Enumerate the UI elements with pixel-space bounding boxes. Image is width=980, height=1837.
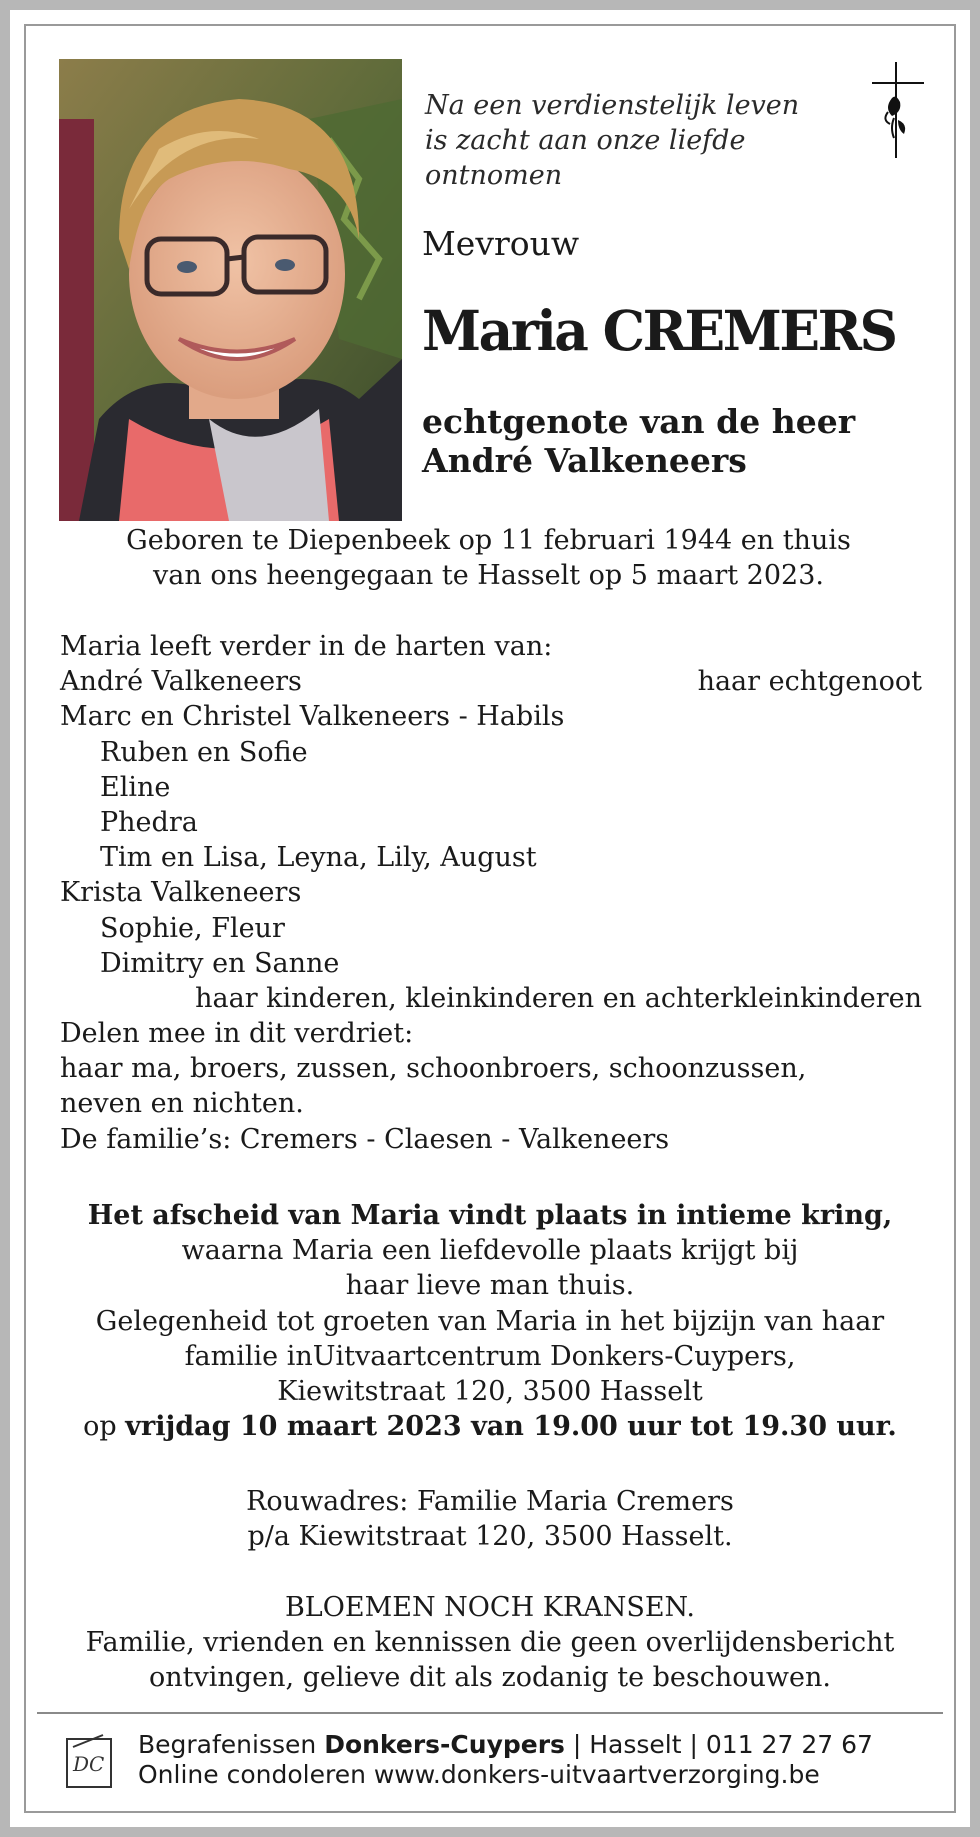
husband-name: André Valkeneers [60,666,302,698]
spouse-line: echtgenote van de heer [422,402,856,441]
share-line: haar ma, broers, zussen, schoonbroers, schoonzussen, [60,1053,807,1085]
farewell-line: Kiewitstraat 120, 3500 Hasselt [277,1376,703,1408]
footer-city: | Hasselt | [572,1730,698,1759]
farewell-date-line [40,1409,940,1444]
mourning-address [40,1484,940,1554]
flowers-notice [40,1590,940,1696]
farewell-line: waarna Maria een liefdevolle plaats krijgt bij [181,1235,799,1267]
family-member: Tim en Lisa, Leyna, Lily, August [100,842,537,874]
footer [138,1730,873,1790]
donkers-cuypers-logo [63,1733,117,1791]
farewell-line: familie inUitvaartcentrum Donkers-Cuypers, [184,1340,796,1372]
family-member: Krista Valkeneers [60,877,302,909]
farewell-date-prefix: op [83,1411,117,1443]
born-line: Geboren te Diepenbeek op 11 februari 1944 en thuis [126,525,851,556]
family-member: Ruben en Sofie [100,736,308,768]
farewell-line: Het afscheid van Maria vindt plaats in intieme kring, [87,1200,893,1231]
quote-line: ontnomen [425,160,563,191]
families-line: De familie’s: Cremers - Claesen - Valkeneers [60,1123,670,1155]
family-member: Marc en Christel Valkeneers - Habils [60,701,565,733]
share-line: neven en nichten. [60,1088,304,1120]
svg-text:DC: DC [73,1752,105,1776]
farewell-line: Gelegenheid tot groeten van Maria in het bijzijn van haar [95,1305,885,1337]
children-role: haar kinderen, kleinkinderen en achterkleinkinderen [195,982,922,1014]
husband-role: haar echtgenoot [697,666,922,698]
flowers-line: ontvingen, gelieve dit als zodanig te beschouwen. [149,1662,831,1694]
quote-line: Na een verdienstelijk leven [425,90,800,121]
family-member: Eline [100,771,171,803]
family-member: Sophie, Fleur [100,912,285,944]
footer-phone[interactable]: 011 27 27 67 [705,1730,873,1759]
family-member: Dimitry en Sanne [100,947,340,979]
cross-with-rose-icon [868,60,928,160]
spouse-info [422,402,855,480]
footer-contact [138,1730,873,1760]
footer-online[interactable]: Online condoleren www.donkers-uitvaartverzorging.be [138,1760,820,1789]
birth-death-info [60,523,917,593]
farewell-info [40,1198,940,1444]
farewell-line: haar lieve man thuis. [345,1270,635,1302]
honorific: Mevrouw [422,224,580,263]
farewell-date: vrijdag 10 maart 2023 van 19.00 uur tot 19.30 uur. [125,1411,897,1443]
quote-line: is zacht aan onze liefde [425,125,746,156]
deceased-name: Maria CREMERS [422,298,896,363]
flowers-line: Familie, vrienden en kennissen die geen overlijdensbericht [85,1627,895,1659]
family-list [60,629,922,1157]
address-line: Rouwadres: Familie Maria Cremers [246,1486,734,1517]
family-member: Phedra [100,806,198,838]
portrait-photo [59,59,402,521]
family-intro: Maria leeft verder in de harten van: [60,631,553,662]
footer-divider [37,1712,943,1714]
born-line: van ons heengegaan te Hasselt op 5 maart 2023. [153,560,824,591]
address-line: p/a Kiewitstraat 120, 3500 Hasselt. [247,1521,733,1553]
share-intro: Delen mee in dit verdriet: [60,1018,414,1050]
footer-prefix: Begrafenissen [138,1730,317,1759]
family-row [60,664,922,699]
flowers-line: BLOEMEN NOCH KRANSEN. [284,1592,696,1623]
spouse-line: André Valkeneers [422,441,747,480]
footer-company: Donkers-Cuypers [324,1730,565,1759]
memorial-quote [425,88,805,193]
